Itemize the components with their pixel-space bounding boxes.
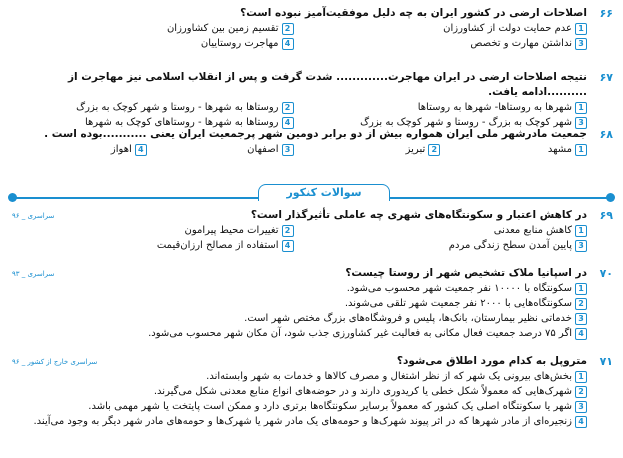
option-2[interactable]: 2 سکونتگاه‌هایی با ۲۰۰۰ نفر جمعیت شهر تلقی می‌شوند. (10, 296, 587, 311)
option-4[interactable]: 4 استفاده از مصالح ارزان‌قیمت (10, 238, 294, 253)
source-label: سراسری _ ۹۶ (12, 212, 55, 220)
question-text: در اسپانیا ملاک تشخیص شهر از روستا چیست؟ (345, 267, 587, 279)
source-label: سراسری خارج از کشور _ ۹۶ (12, 358, 98, 366)
question-number: ۶۷ (599, 71, 613, 84)
option-2[interactable]: 2 روستاها به شهرها - روستا و شهر کوچک به بزرگ (10, 100, 294, 115)
question-number: ۷۱ (599, 355, 613, 368)
question-number: ۶۹ (599, 209, 613, 222)
option-4[interactable]: 4 روستاها به شهرها - روستاهای کوچک به شهرها (10, 115, 294, 130)
question-number: ۶۶ (599, 7, 613, 20)
question-text: در کاهش اعتبار و سکونتگاه‌های شهری چه عاملی تأثیرگذار است؟ (250, 209, 587, 221)
question-70 (10, 266, 613, 341)
question-66 (10, 6, 613, 51)
divider-dot (606, 193, 615, 202)
question-number: ۷۰ (599, 267, 613, 280)
option-3[interactable]: 3 پایین آمدن سطح زندگی مردم (304, 238, 588, 253)
option-2[interactable]: 2 تقسیم زمین بین کشاورزان (10, 21, 294, 36)
option-3[interactable]: 3 شهر کوچک به بزرگ - روستا و شهر کوچک به بزرگ (304, 115, 588, 130)
option-1[interactable]: 1 کاهش منابع معدنی (304, 223, 588, 238)
option-1[interactable]: 1 شهرها به روستاها- شهرها به روستاها (304, 100, 588, 115)
option-2[interactable]: 2 تبریز (304, 142, 441, 157)
source-label: سراسری _ ۹۳ (12, 270, 55, 278)
option-3[interactable]: 3 نداشتن مهارت و تخصص (304, 36, 588, 51)
option-4[interactable]: 4 زنجیره‌ای از مادر شهرها که در اثر پیوند شهرک‌ها و حومه‌های یک مادر شهر یا شهرک‌ها و حومه‌های مادر شهر دیگر به وجود می‌آیند. (10, 414, 587, 429)
question-text: اصلاحات ارضی در کشور ایران به چه دلیل موفقیت‌آمیز نبوده است؟ (240, 7, 587, 19)
question-text: جمعیت مادرشهر ملی ایران همواره بیش از دو برابر دومین شهر پرجمعیت ایران یعنی ...........بوده است . (44, 128, 587, 140)
option-3[interactable]: 3 شهر یا سکونتگاه اصلی یک کشور که معمولاً برسایر سکونتگاه‌ها برتری دارد و ممکن است پایتخت یا شهر مهمی باشد. (10, 399, 587, 414)
option-1[interactable]: 1 عدم حمایت دولت از کشاورزان (304, 21, 588, 36)
option-1[interactable]: 1 مشهد (450, 142, 587, 157)
option-4[interactable]: 4 مهاجرت روستاییان (10, 36, 294, 51)
question-71 (10, 354, 613, 429)
question-number: ۶۸ (599, 128, 613, 141)
section-title: سوالات کنکور (258, 184, 390, 201)
divider-dot (8, 193, 17, 202)
question-68 (10, 127, 613, 157)
option-2[interactable]: 2 تغییرات محیط پیرامون (10, 223, 294, 238)
question-67 (10, 70, 613, 130)
option-3[interactable]: 3 اصفهان (157, 142, 294, 157)
option-2[interactable]: 2 شهرک‌هایی که معمولاً شکل خطی یا کریدوری دارند و در حوضه‌های انواع منابع معدنی شکل می‌گیرند. (10, 384, 587, 399)
question-text: نتیجه اصلاحات ارضی در ایران مهاجرت............. شدت گرفت و پس از انقلاب اسلامی نیز مهاجرت از ..........ادامه یافت. (67, 71, 587, 98)
question-text: متروپل به کدام مورد اطلاق می‌شود؟ (396, 355, 587, 367)
option-4[interactable]: 4 اگر ۷۵ درصد جمعیت فعال مکانی به فعالیت غیر کشاورزی جذب شود، آن مکان شهر محسوب می‌شود. (10, 326, 587, 341)
option-1[interactable]: 1 سکونتگاه با ۱۰۰۰۰ نفر جمعیت شهر محسوب می‌شود. (10, 281, 587, 296)
question-69 (10, 208, 613, 253)
option-1[interactable]: 1 بخش‌های بیرونی یک شهر که از نظر اشتغال و مصرف کالاها و خدمات به شهر وابسته‌اند. (10, 369, 587, 384)
option-4[interactable]: 4 اهواز (10, 142, 147, 157)
option-3[interactable]: 3 خدماتی نظیر بیمارستان، بانک‌ها، پلیس و فروشگاه‌های بزرگ مختص شهر است. (10, 311, 587, 326)
